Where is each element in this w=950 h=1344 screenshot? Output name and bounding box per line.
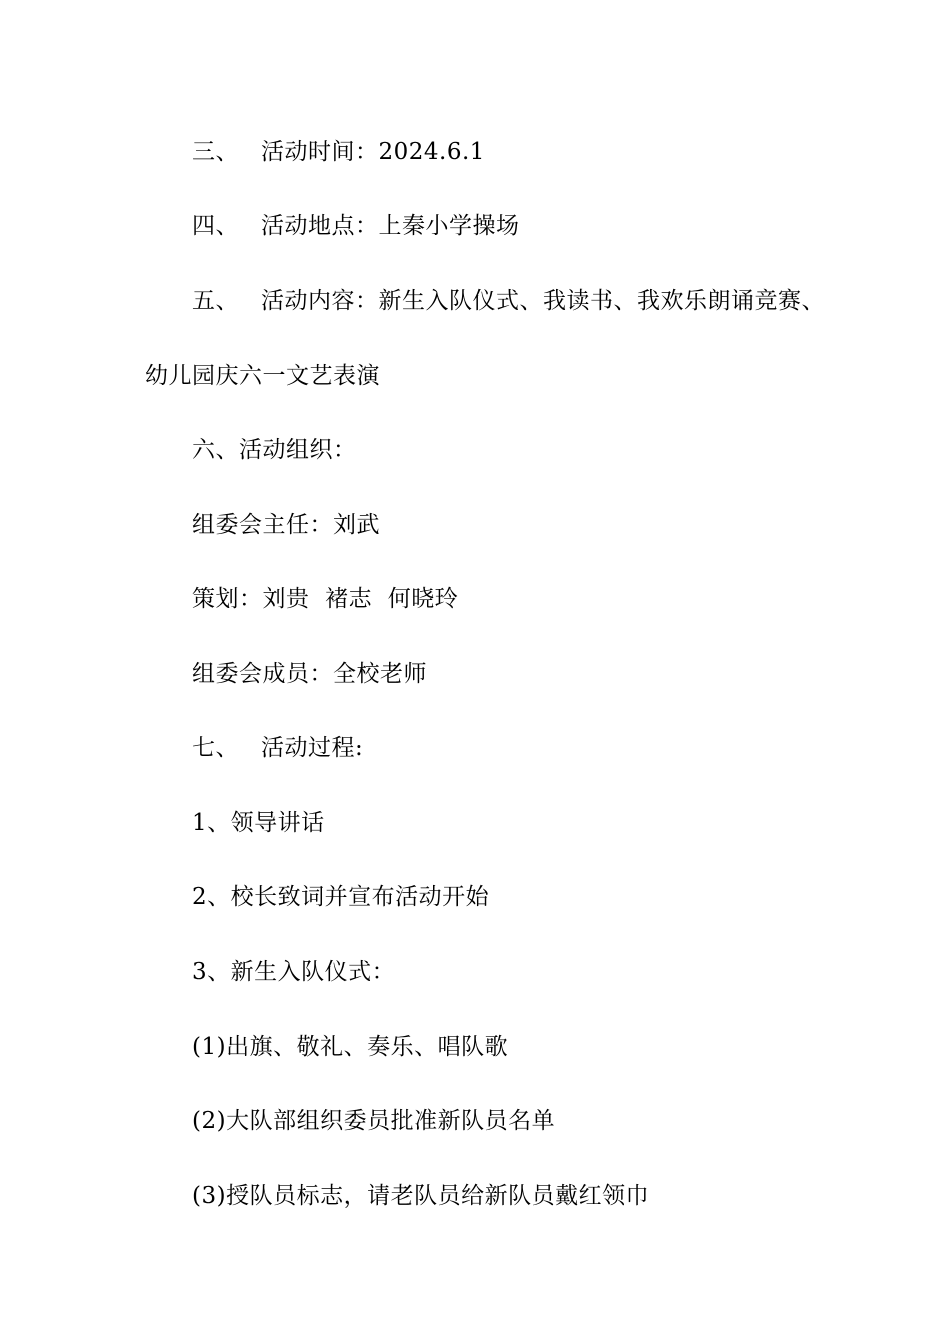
section-5-content-continued: 幼儿园庆六一文艺表演 <box>145 363 380 389</box>
committee-director: 组委会主任：刘武 <box>192 512 380 538</box>
section-text: 活动时间：2024.6.1 <box>261 139 485 165</box>
section-6-organization: 六、活动组织： <box>192 437 357 463</box>
section-text: 活动地点：上秦小学操场 <box>261 213 520 239</box>
section-number: 四、 <box>192 213 239 239</box>
planners: 策划：刘贵 褚志 何晓玲 <box>192 586 459 612</box>
process-item-1: 1、领导讲话 <box>192 810 325 836</box>
process-item-2: 2、校长致词并宣布活动开始 <box>192 884 490 910</box>
section-number: 五、 <box>192 288 239 314</box>
section-7-process <box>192 733 363 763</box>
section-text: 活动过程: <box>261 735 364 761</box>
section-4-location <box>192 211 520 241</box>
section-text: 活动内容：新生入队仪式、我读书、我欢乐朗诵竞赛、 <box>261 288 825 314</box>
committee-members: 组委会成员：全校老师 <box>192 661 427 687</box>
section-5-content <box>192 286 825 316</box>
section-number: 七、 <box>192 735 239 761</box>
ceremony-step-1: (1)出旗、敬礼、奏乐、唱队歌 <box>192 1034 509 1060</box>
section-number: 三、 <box>192 139 239 165</box>
ceremony-step-3: (3)授队员标志，请老队员给新队员戴红领巾 <box>192 1183 650 1209</box>
ceremony-step-2: (2)大队部组织委员批准新队员名单 <box>192 1108 556 1134</box>
section-3-time <box>192 137 485 167</box>
process-item-3: 3、新生入队仪式： <box>192 959 396 985</box>
